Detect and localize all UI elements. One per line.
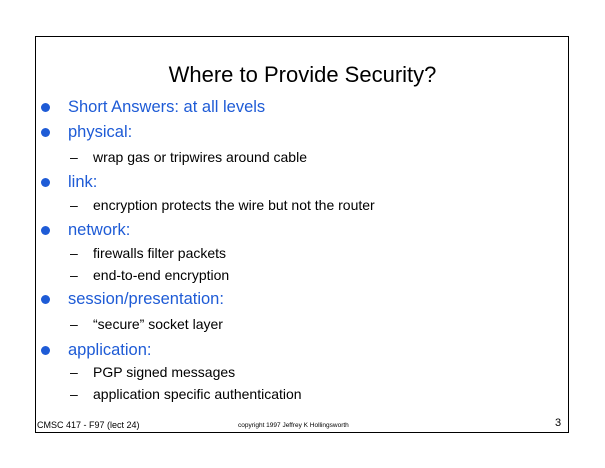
dash: –	[70, 245, 78, 261]
sub-item-text: application specific authentication	[93, 386, 302, 402]
bullet-network: network:	[68, 221, 131, 239]
bullet-physical: physical:	[68, 123, 133, 141]
sub-item	[70, 363, 235, 381]
dash: –	[70, 316, 78, 332]
sub-item-text: “secure” socket layer	[93, 316, 223, 332]
bullet-dot-icon	[41, 178, 50, 187]
slide-title: Where to Provide Security?	[168, 62, 437, 87]
sub-item-text: encryption protects the wire but not the router	[93, 197, 375, 213]
sub-item	[70, 385, 302, 403]
bullet-dot-icon	[41, 226, 50, 235]
sub-item-text: PGP signed messages	[93, 364, 236, 380]
dash: –	[70, 386, 78, 402]
bullet-dot-icon	[41, 103, 50, 112]
bullet-dot-icon	[41, 346, 50, 355]
sub-item-text: end-to-end encryption	[93, 267, 230, 283]
sub-item	[70, 266, 229, 284]
sub-item-text: firewalls filter packets	[93, 245, 227, 261]
page-number: 3	[555, 417, 562, 429]
sub-item	[70, 315, 223, 333]
dash: –	[70, 267, 78, 283]
footer-course: CMSC 417 - F97 (lect 24)	[37, 420, 140, 430]
dash: –	[70, 149, 78, 165]
bullet-dot-icon	[41, 295, 50, 304]
sub-item	[70, 148, 307, 166]
bullet-session-presentation: session/presentation:	[68, 290, 224, 308]
dash: –	[70, 197, 78, 213]
footer-copyright: copyright 1997 Jeffrey K Hollingsworth	[238, 422, 349, 429]
sub-item-text: wrap gas or tripwires around cable	[93, 149, 307, 165]
sub-item	[70, 196, 375, 214]
bullet-application: application:	[68, 341, 152, 359]
bullet-dot-icon	[41, 128, 50, 137]
sub-item	[70, 244, 226, 262]
dash: –	[70, 364, 78, 380]
bullet-short-answers: Short Answers: at all levels	[68, 98, 266, 116]
bullet-link: link:	[68, 173, 98, 191]
